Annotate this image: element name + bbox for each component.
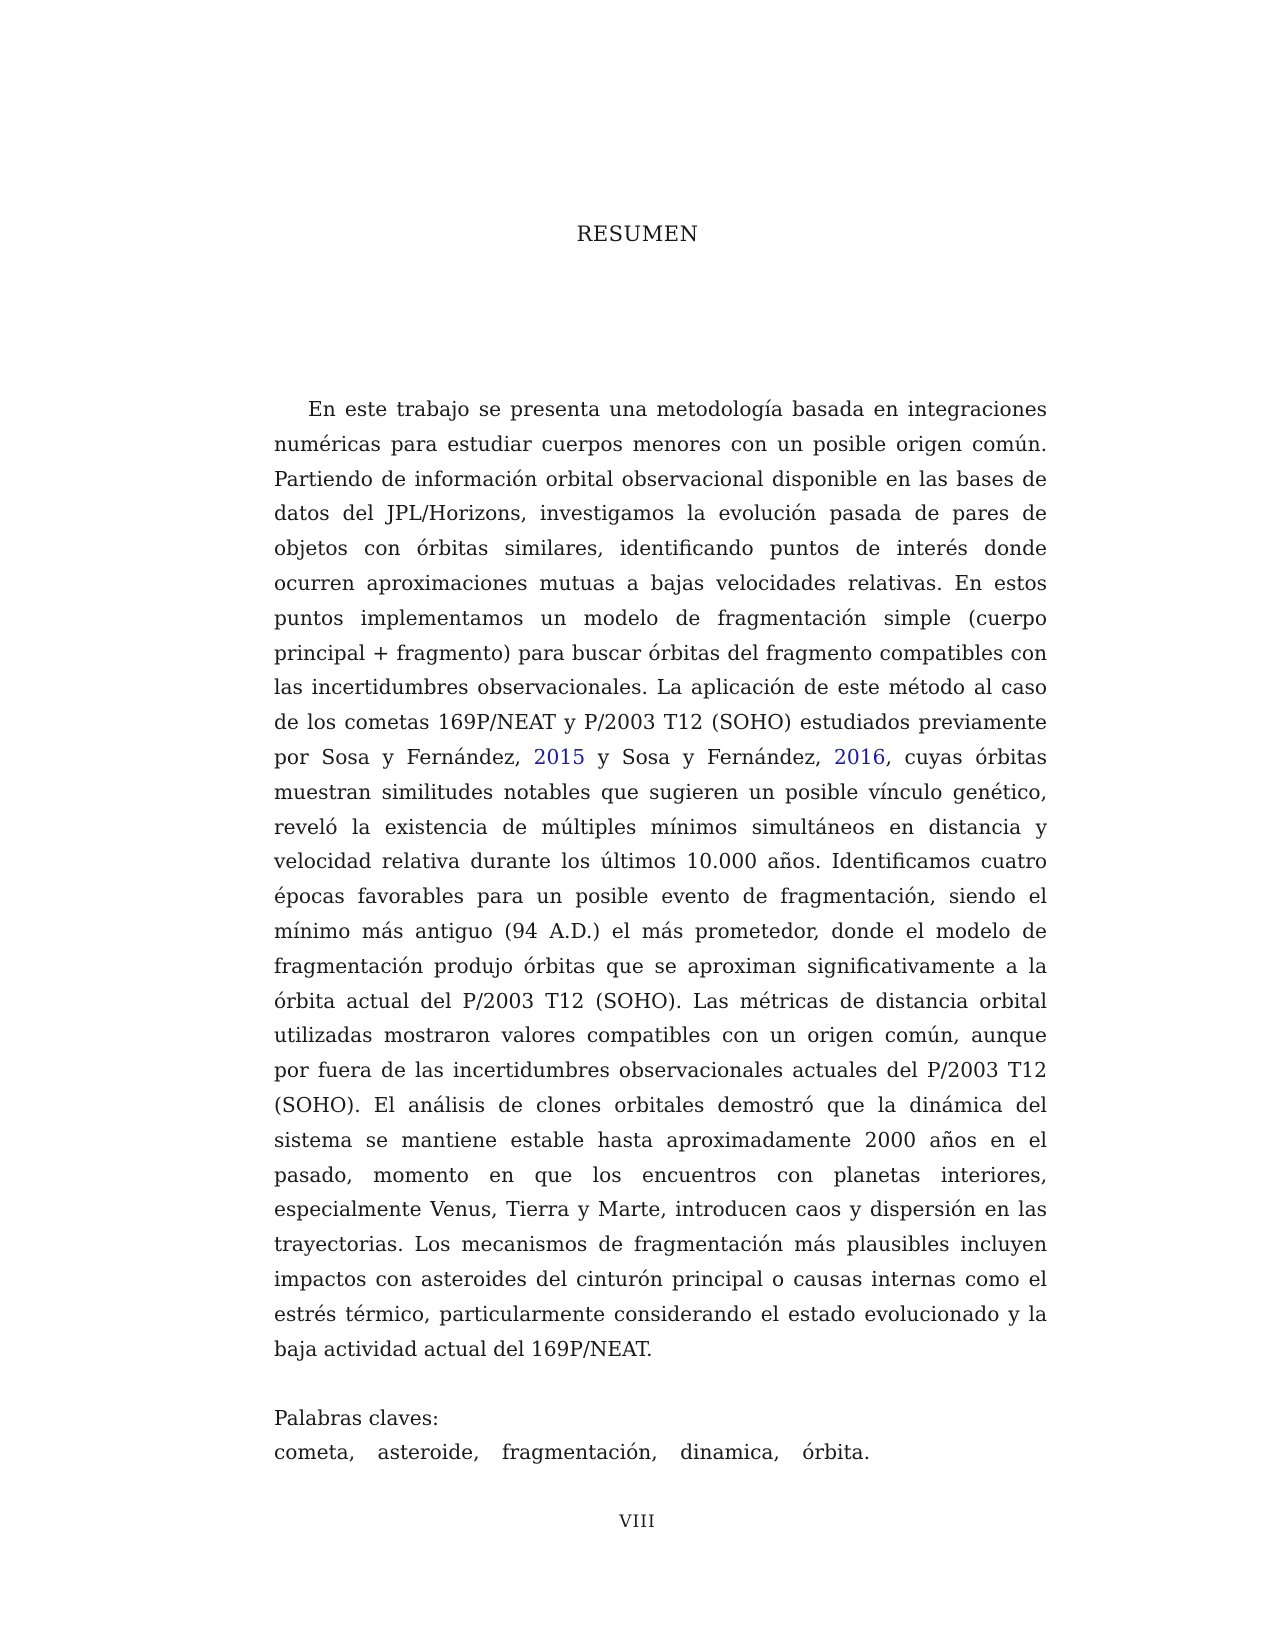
abstract-paragraph xyxy=(274,392,1047,1366)
keywords-list xyxy=(274,1440,872,1464)
citation-link-2015[interactable]: 2015 xyxy=(533,744,586,769)
abstract-text-part-3: , cuyas órbitas muestran similitudes notables que sugieren un posible vínculo genético, reveló la existencia de múltiples mínimos simultáneos en distancia y velocidad relativa durante los últimos 10.000 años. Identificamos cuatro épocas favorables para un posible evento de fragmentación, siendo el mínimo más antiguo (94 A.D.) el más prometedor, donde el modelo de fragmentación produjo órbitas que se aproximan significativamente a la órbita actual del P/2003 T12 (SOHO). Las métricas de distancia orbital utilizadas mostraron valores compatibles con un origen común, aunque por fuera de las incertidumbres observacionales actuales del P/2003 T12 (SOHO). El análisis de clones orbitales demostró que la dinámica del sistema se mantiene estable hasta aproximadamente 2000 años en el pasado, momento en que los encuentros con planetas interiores, especialmente Venus, Tierra y Marte, introducen caos y dispersión en las trayectorias. Los mecanismos de fragmentación más plausibles incluyen impactos con asteroides del cinturón principal o causas internas como el estrés térmico, particularmente considerando el estado evolucionado y la baja actividad actual del 169P/NEAT. xyxy=(274,744,1047,1361)
page-number: VIII xyxy=(619,1512,656,1532)
abstract-text-part-1: En este trabajo se presenta una metodología basada en integraciones numéricas para estudiar cuerpos menores con un posible origen común. Partiendo de información orbital observacional disponible en las bases de datos del JPL/Horizons, investigamos la evolución pasada de pares de objetos con órbitas similares, identificando puntos de interés donde ocurren aproximaciones mutuas a bajas velocidades relativas. En estos puntos implementamos un modelo de fragmentación simple (cuerpo principal + fragmento) para buscar órbitas del fragmento compatibles con las incertidumbres observacionales. La aplicación de este método al caso de los cometas 169P/NEAT y P/2003 T12 (SOHO) estudiados previamente por Sosa y Fernández, xyxy=(274,397,1047,769)
section-heading: RESUMEN xyxy=(576,222,699,246)
abstract-text-part-2: y Sosa y Fernández, xyxy=(585,744,835,769)
keyword-item: fragmentación, xyxy=(501,1440,658,1464)
keyword-item: asteroide, xyxy=(377,1440,480,1464)
keyword-item: cometa, xyxy=(274,1440,356,1464)
keyword-item: órbita. xyxy=(802,1440,871,1464)
keywords-label: Palabras claves: xyxy=(274,1406,439,1430)
keyword-item: dinamica, xyxy=(680,1440,780,1464)
citation-link-2016[interactable]: 2016 xyxy=(834,744,886,769)
